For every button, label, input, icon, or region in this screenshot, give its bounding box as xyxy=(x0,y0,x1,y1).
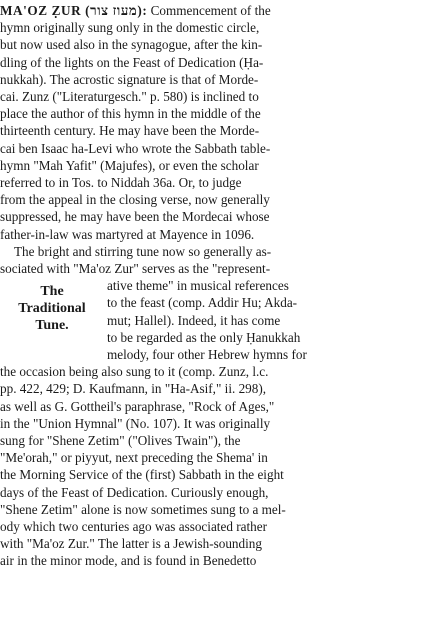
article-line: in the "Union Hymnal" (No. 107). It was originally xyxy=(0,415,271,431)
article-line: the Morning Service of the (first) Sabbath in the eight xyxy=(0,467,284,483)
article-line: place the author of this hymn in the middle of the xyxy=(0,106,261,122)
article-line: The bright and stirring tune now so generally as- xyxy=(14,243,272,259)
side-heading-line: Tune. xyxy=(35,318,69,334)
article-line-narrow: to be regarded as the only Ḥanukkah xyxy=(107,329,301,345)
article-line: pp. 422, 429; D. Kaufmann, in "Ha-Asif," ii. 298), xyxy=(0,381,267,397)
article-line-narrow: ative theme" in musical references xyxy=(107,278,289,294)
article-line: referred to in Tos. to Niddah 36a. Or, to judge xyxy=(0,175,242,190)
article-line: "Shene Zetim" alone is now sometimes sung to a mel- xyxy=(0,501,286,517)
article-line-narrow: melody, four other Hebrew hymns for xyxy=(107,347,307,362)
article-line: ody which two centuries ago was associated rather xyxy=(0,519,267,534)
article-line: hymn originally sung only in the domestic circle, xyxy=(0,20,260,36)
article-line: sung for "Shene Zetim" ("Olives Twain"), the xyxy=(0,433,241,448)
article-line: nukkah). The acrostic signature is that of Morde- xyxy=(0,71,259,87)
article-line: thirteenth century. He may have been the Morde- xyxy=(0,123,260,139)
article-line: air in the minor mode, and is found in Benedetto xyxy=(0,553,257,569)
article-line: suppressed, he may have been the Mordecai whose xyxy=(0,209,270,225)
article-headword: MA'OZ ẒUR (מעוז צור): xyxy=(0,3,148,18)
article-line: days of the Feast of Dedication. Curiously enough, xyxy=(0,484,269,500)
article-line-text: Commencement of the xyxy=(150,3,271,18)
article-line: cai ben Isaac ha-Levi who wrote the Sabbath table- xyxy=(0,140,271,156)
article-line: from the appeal in the closing verse, now generally xyxy=(0,192,270,208)
article-line xyxy=(0,2,433,19)
article-line: sociated with "Ma'oz Zur" serves as the "represent- xyxy=(0,261,271,276)
article-line: the occasion being also sung to it (comp. Zunz, l.c. xyxy=(0,364,269,380)
article-line: but now used also in the synagogue, after the kin- xyxy=(0,37,263,53)
article-line: cai. Zunz ("Literaturgesch." p. 580) is inclined to xyxy=(0,89,259,104)
article-line-narrow: to the feast (comp. Addir Hu; Akda- xyxy=(107,295,298,311)
article-line: as well as G. Gottheil's paraphrase, "Rock of Ages," xyxy=(0,398,275,414)
article-line: "Me'orah," or piyyut, next preceding the Shema' in xyxy=(0,450,268,466)
article-line-narrow: mut; Hallel). Indeed, it has come xyxy=(107,312,281,328)
side-heading-line: Traditional xyxy=(18,301,86,317)
article-line: with "Ma'oz Zur." The latter is a Jewish-sounding xyxy=(0,536,262,552)
article-line: father-in-law was martyred at Mayence in 1096. xyxy=(0,226,255,242)
side-heading-line: The xyxy=(40,284,64,300)
article-line: dling of the lights on the Feast of Dedication (Ḥa- xyxy=(0,54,264,70)
article-line: hymn "Mah Yafit" (Majufes), or even the scholar xyxy=(0,157,259,173)
